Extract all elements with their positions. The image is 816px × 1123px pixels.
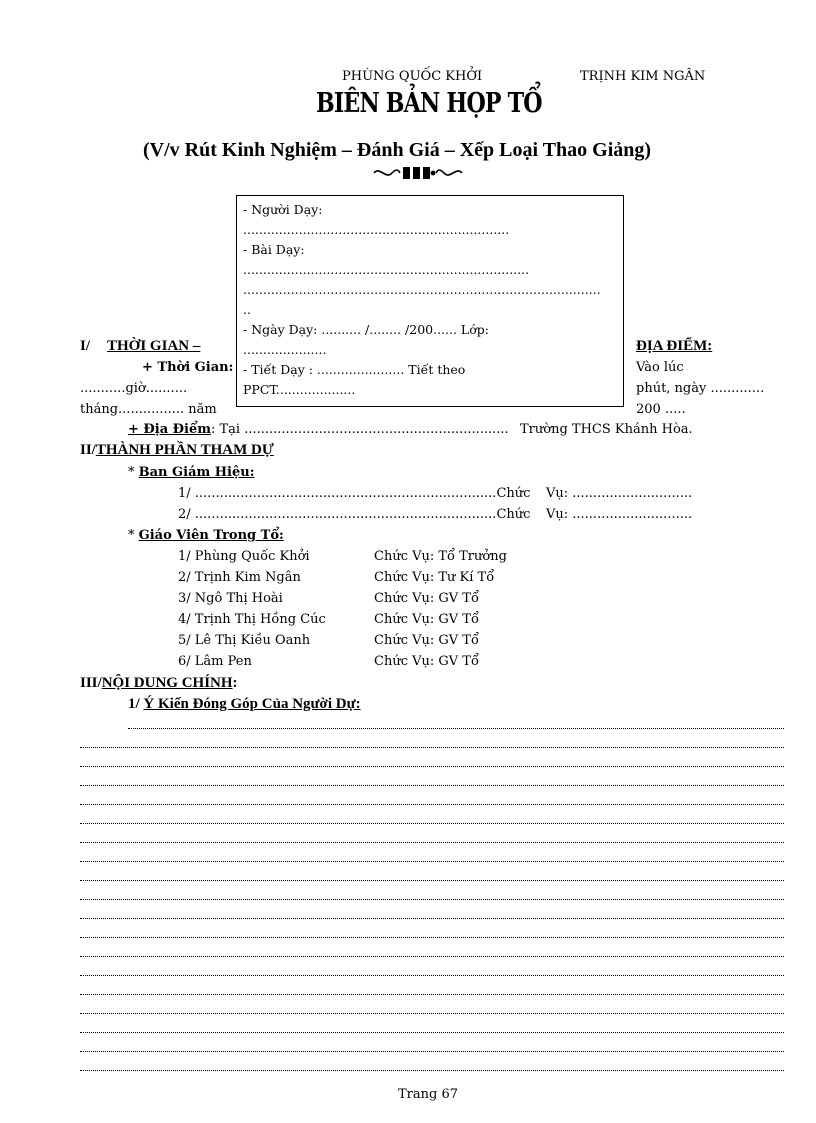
teacher-name: 4/ Trịnh Thị Hồng Cúc [178,612,326,627]
section2-heading-row [80,442,274,459]
bgh-row-right: Vụ: ............................. [546,507,693,522]
page-subtitle: (V/v Rút Kinh Nghiệm – Đánh Giá – Xếp Loại Thao Giảng) [143,139,652,161]
gv-star: * [128,528,139,543]
bgh-label: Ban Giám Hiệu: [138,465,255,480]
teacher-name: 3/ Ngô Thị Hoài [178,591,283,606]
bgh-row-left: 1/ .........................................................................Chức [178,486,531,501]
writing-line [80,817,784,824]
teacher-role: Chức Vụ: GV Tổ [374,633,479,648]
writing-line [80,836,784,843]
writing-line [80,912,784,919]
teacher-name: 6/ Lâm Pen [178,654,252,669]
subsection-number: 1/ [128,696,140,712]
teacher-role: Chức Vụ: Tổ Trưởng [374,549,507,564]
section3-colon: : [232,675,238,691]
lesson-dots-3: .. [243,302,251,317]
gv-heading-row [128,528,284,543]
writing-line [80,1045,784,1052]
subsection-heading: Ý Kiến Đóng Góp Của Người Dự: [143,696,361,712]
school-name: Trường THCS Khánh Hòa. [520,422,693,437]
teacher-line: - Người Dạy: [243,202,323,217]
page-number: Trang 67 [398,1087,459,1102]
ppct-line: PPCT.................... [243,382,356,397]
gv-label: Giáo Viên Trong Tổ: [138,528,284,543]
section1-heading: THỜI GIAN – [107,338,201,354]
author-left: PHÙNG QUỐC KHỞI [342,69,483,84]
teacher-name: 5/ Lê Thị Kiều Oanh [178,633,311,648]
place-row [128,422,509,437]
writing-line [80,779,784,786]
time-right-3: 200 ..... [636,402,686,417]
teacher-role: Chức Vụ: Tư Kí Tổ [374,570,495,585]
writing-line [80,760,784,767]
date-line: - Ngày Dạy: .......... /........ /200...... Lớp: [243,322,489,337]
writing-line [80,988,784,995]
section3-heading-row [80,675,238,692]
section1-number: I/ [80,338,91,354]
writing-line [128,722,784,729]
section1-location-heading: ĐỊA ĐIỂM: [636,338,713,354]
writing-line [80,855,784,862]
bgh-heading-row [128,465,255,480]
bgh-star: * [128,465,139,480]
bgh-row-left: 2/ .........................................................................Chức [178,507,531,522]
section3-heading: NỘI DUNG CHÍNH [101,675,233,691]
teacher-role: Chức Vụ: GV Tổ [374,654,479,669]
month-line: tháng................ năm [80,402,217,417]
time-label: + Thời Gian: [142,360,234,375]
lesson-dots-1: ........................................................................ [243,262,530,277]
author-right: TRỊNH KIM NGÂN [580,69,706,84]
lesson-dots-2: .......................................................................................... [243,282,601,297]
bgh-row-right: Vụ: ............................. [546,486,693,501]
place-label: + Địa Điểm [128,422,211,437]
writing-line [80,969,784,976]
teacher-name: 2/ Trịnh Kim Ngân [178,570,301,585]
writing-line [80,1026,784,1033]
section2-heading: THÀNH PHẦN THAM DỰ [95,442,274,458]
writing-line [80,893,784,900]
lesson-info-box [236,195,624,407]
writing-line [80,950,784,957]
time-right-2: phút, ngày ............. [636,381,765,396]
section2-number: II/ [80,442,96,458]
lesson-line: - Bài Dạy: [243,242,305,257]
bgh-row [178,486,530,501]
section3-number: III/ [80,675,102,691]
subsection-heading-row [128,696,361,713]
teacher-role: Chức Vụ: GV Tổ [374,612,479,627]
time-right-1: Vào lúc [636,360,684,375]
writing-line [80,874,784,881]
teacher-role: Chức Vụ: GV Tổ [374,591,479,606]
bgh-row [178,507,530,522]
writing-line [80,1064,784,1071]
writing-line [80,741,784,748]
ornament-divider-icon [372,165,464,181]
teacher-dots: ................................................................... [243,222,510,237]
period-line: - Tiết Dạy : ...................... Tiết theo [243,362,466,377]
place-text: : Tại ................................................................ [211,422,509,437]
teacher-name: 1/ Phùng Quốc Khởi [178,549,310,564]
hour-line: ...........giờ.......... [80,381,188,396]
page-title: BIÊN BẢN HỌP TỔ [316,88,542,119]
writing-line [80,931,784,938]
class-dots: ..................... [243,342,327,357]
writing-line [80,1007,784,1014]
writing-line [80,798,784,805]
